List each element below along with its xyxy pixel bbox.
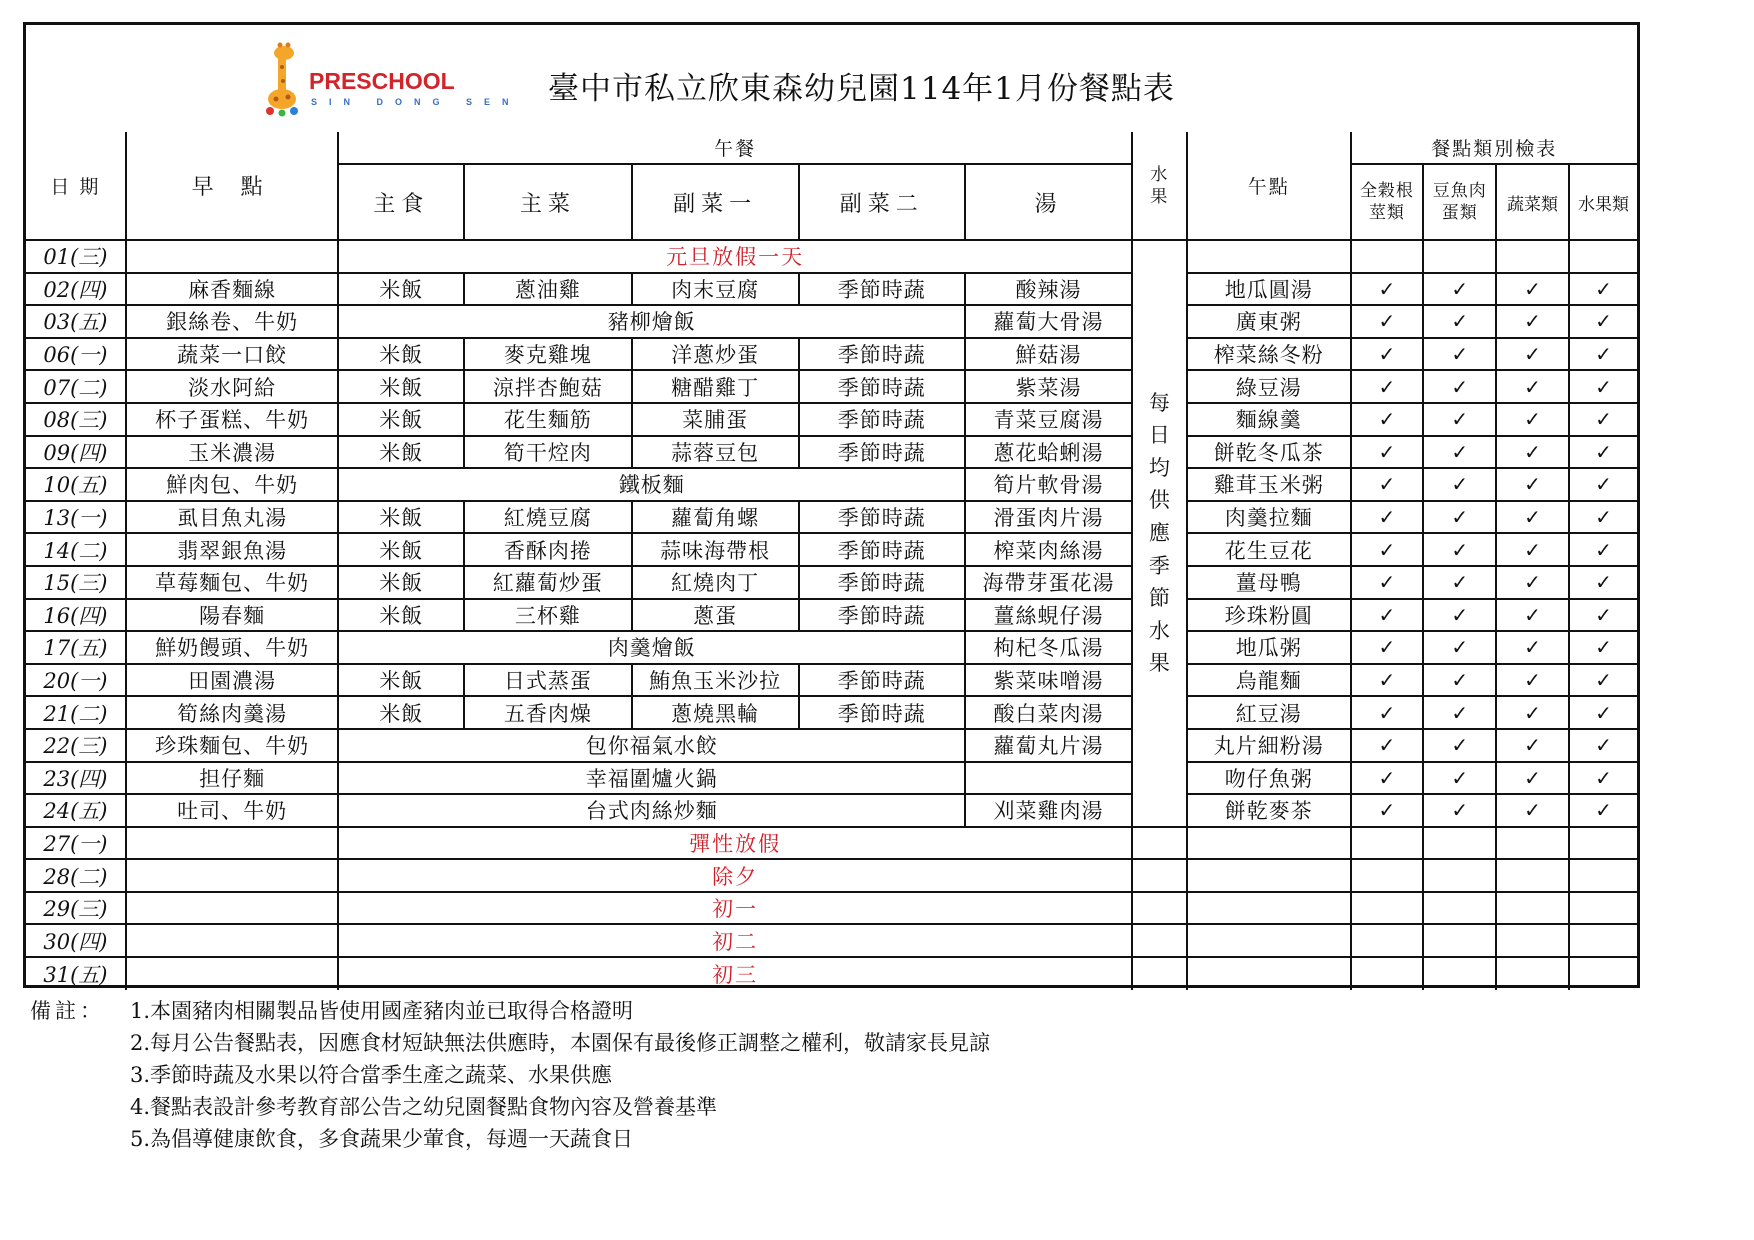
check-mark: ✓ bbox=[1351, 794, 1424, 827]
soup-cell: 紫菜味噌湯 bbox=[965, 664, 1132, 697]
side2-cell: 季節時蔬 bbox=[799, 403, 966, 436]
check-mark bbox=[1423, 924, 1496, 957]
check-mark: ✓ bbox=[1569, 370, 1637, 403]
soup-cell: 蘿蔔丸片湯 bbox=[965, 729, 1132, 762]
breakfast-cell bbox=[126, 827, 339, 860]
check-mark: ✓ bbox=[1569, 631, 1637, 664]
check-mark: ✓ bbox=[1496, 696, 1569, 729]
snack-cell bbox=[1187, 240, 1351, 273]
check-mark bbox=[1351, 240, 1424, 273]
check-mark bbox=[1496, 859, 1569, 892]
date-cell: 03(五) bbox=[26, 305, 126, 338]
col-breakfast: 早 點 bbox=[126, 132, 339, 240]
check-mark: ✓ bbox=[1569, 305, 1637, 338]
main-cell: 日式蒸蛋 bbox=[464, 664, 632, 697]
side1-cell: 蒜味海帶根 bbox=[632, 533, 799, 566]
table-row bbox=[26, 403, 1637, 436]
notes-label: 備註： bbox=[30, 999, 105, 1023]
col-protein: 豆魚肉蛋類 bbox=[1423, 164, 1496, 240]
col-side1: 副菜一 bbox=[632, 164, 799, 240]
check-mark: ✓ bbox=[1351, 436, 1424, 469]
date-cell: 14(二) bbox=[26, 533, 126, 566]
side1-cell: 蒜蓉豆包 bbox=[632, 436, 799, 469]
snack-cell bbox=[1187, 827, 1351, 860]
soup-cell: 薑絲蜆仔湯 bbox=[965, 599, 1132, 632]
check-mark bbox=[1496, 924, 1569, 957]
check-mark bbox=[1351, 859, 1424, 892]
table-row bbox=[26, 859, 1637, 892]
check-mark: ✓ bbox=[1423, 338, 1496, 371]
svg-text:SIN DONG SEN: SIN DONG SEN bbox=[311, 97, 521, 107]
check-mark: ✓ bbox=[1496, 370, 1569, 403]
table-row bbox=[26, 924, 1637, 957]
check-mark: ✓ bbox=[1569, 762, 1637, 795]
date-cell: 02(四) bbox=[26, 273, 126, 306]
check-mark bbox=[1423, 859, 1496, 892]
check-mark: ✓ bbox=[1569, 436, 1637, 469]
check-mark bbox=[1351, 957, 1424, 990]
snack-cell: 珍珠粉圓 bbox=[1187, 599, 1351, 632]
snack-cell bbox=[1187, 859, 1351, 892]
breakfast-cell bbox=[126, 240, 339, 273]
check-mark bbox=[1351, 827, 1424, 860]
soup-cell: 枸杞冬瓜湯 bbox=[965, 631, 1132, 664]
main-cell: 涼拌杏鮑菇 bbox=[464, 370, 632, 403]
check-mark: ✓ bbox=[1496, 533, 1569, 566]
table-row bbox=[26, 436, 1637, 469]
staple-cell: 米飯 bbox=[338, 370, 464, 403]
holiday-cell: 初二 bbox=[338, 924, 1131, 957]
staple-cell: 米飯 bbox=[338, 338, 464, 371]
check-mark: ✓ bbox=[1569, 566, 1637, 599]
check-mark bbox=[1423, 957, 1496, 990]
col-staple: 主食 bbox=[338, 164, 464, 240]
breakfast-cell: 担仔麵 bbox=[126, 762, 339, 795]
check-mark: ✓ bbox=[1423, 762, 1496, 795]
snack-cell: 麵線羹 bbox=[1187, 403, 1351, 436]
check-mark: ✓ bbox=[1423, 794, 1496, 827]
breakfast-cell: 筍絲肉羹湯 bbox=[126, 696, 339, 729]
main-cell: 筍干焢肉 bbox=[464, 436, 632, 469]
table-row bbox=[26, 566, 1637, 599]
breakfast-cell: 陽春麵 bbox=[126, 599, 339, 632]
check-mark: ✓ bbox=[1423, 599, 1496, 632]
check-mark: ✓ bbox=[1423, 696, 1496, 729]
check-mark: ✓ bbox=[1423, 533, 1496, 566]
soup-cell: 海帶芽蛋花湯 bbox=[965, 566, 1132, 599]
side1-cell: 肉末豆腐 bbox=[632, 273, 799, 306]
date-cell: 22(三) bbox=[26, 729, 126, 762]
check-mark bbox=[1423, 892, 1496, 925]
date-cell: 30(四) bbox=[26, 924, 126, 957]
col-grain: 全穀根莖類 bbox=[1351, 164, 1424, 240]
fruit-cell bbox=[1132, 957, 1187, 990]
table-row bbox=[26, 468, 1637, 501]
soup-cell: 酸辣湯 bbox=[965, 273, 1132, 306]
staple-cell: 米飯 bbox=[338, 599, 464, 632]
side1-cell: 洋蔥炒蛋 bbox=[632, 338, 799, 371]
side2-cell: 季節時蔬 bbox=[799, 436, 966, 469]
date-cell: 24(五) bbox=[26, 794, 126, 827]
snack-cell bbox=[1187, 957, 1351, 990]
check-mark: ✓ bbox=[1351, 696, 1424, 729]
soup-cell: 酸白菜肉湯 bbox=[965, 696, 1132, 729]
check-mark: ✓ bbox=[1423, 631, 1496, 664]
table-row bbox=[26, 338, 1637, 371]
preschool-logo bbox=[264, 37, 521, 117]
snack-cell: 餅乾麥茶 bbox=[1187, 794, 1351, 827]
date-cell: 28(二) bbox=[26, 859, 126, 892]
table-row bbox=[26, 957, 1637, 990]
breakfast-cell: 草莓麵包、牛奶 bbox=[126, 566, 339, 599]
check-mark: ✓ bbox=[1423, 468, 1496, 501]
check-mark bbox=[1569, 892, 1637, 925]
check-mark: ✓ bbox=[1496, 794, 1569, 827]
snack-cell: 烏龍麵 bbox=[1187, 664, 1351, 697]
meal-table-body bbox=[26, 240, 1637, 990]
table-row bbox=[26, 696, 1637, 729]
check-mark: ✓ bbox=[1351, 762, 1424, 795]
col-snack: 午點 bbox=[1187, 132, 1351, 240]
table-row bbox=[26, 794, 1637, 827]
breakfast-cell: 銀絲卷、牛奶 bbox=[126, 305, 339, 338]
check-mark: ✓ bbox=[1423, 664, 1496, 697]
soup-cell: 蘿蔔大骨湯 bbox=[965, 305, 1132, 338]
check-mark: ✓ bbox=[1351, 729, 1424, 762]
side1-cell: 蘿蔔角螺 bbox=[632, 501, 799, 534]
fruit-note-cell: 每日均供應季節水果 bbox=[1132, 240, 1187, 827]
check-mark: ✓ bbox=[1569, 729, 1637, 762]
check-mark bbox=[1423, 240, 1496, 273]
page-header bbox=[26, 25, 1637, 132]
check-mark: ✓ bbox=[1569, 599, 1637, 632]
main-cell: 花生麵筋 bbox=[464, 403, 632, 436]
check-mark: ✓ bbox=[1423, 566, 1496, 599]
check-mark: ✓ bbox=[1496, 664, 1569, 697]
col-lunch: 午餐 bbox=[338, 132, 1131, 164]
date-cell: 13(一) bbox=[26, 501, 126, 534]
date-cell: 08(三) bbox=[26, 403, 126, 436]
check-mark: ✓ bbox=[1351, 338, 1424, 371]
note-item: 4.餐點表設計參考教育部公告之幼兒園餐點食物內容及營養基準 bbox=[130, 1095, 718, 1119]
table-row bbox=[26, 370, 1637, 403]
breakfast-cell bbox=[126, 924, 339, 957]
check-mark: ✓ bbox=[1569, 501, 1637, 534]
side2-cell: 季節時蔬 bbox=[799, 599, 966, 632]
check-mark: ✓ bbox=[1351, 599, 1424, 632]
check-mark bbox=[1569, 859, 1637, 892]
main-cell: 紅蘿蔔炒蛋 bbox=[464, 566, 632, 599]
table-row bbox=[26, 599, 1637, 632]
main-cell: 紅燒豆腐 bbox=[464, 501, 632, 534]
col-main: 主菜 bbox=[464, 164, 632, 240]
check-mark: ✓ bbox=[1569, 468, 1637, 501]
side2-cell: 季節時蔬 bbox=[799, 533, 966, 566]
giraffe-icon bbox=[264, 37, 521, 117]
check-mark: ✓ bbox=[1351, 305, 1424, 338]
note-item: 1.本園豬肉相關製品皆使用國產豬肉並已取得合格證明 bbox=[130, 999, 634, 1023]
check-mark: ✓ bbox=[1351, 631, 1424, 664]
soup-cell: 刈菜雞肉湯 bbox=[965, 794, 1132, 827]
check-mark: ✓ bbox=[1351, 403, 1424, 436]
main-cell: 香酥肉捲 bbox=[464, 533, 632, 566]
date-cell: 06(一) bbox=[26, 338, 126, 371]
snack-cell: 榨菜絲冬粉 bbox=[1187, 338, 1351, 371]
check-mark bbox=[1569, 827, 1637, 860]
check-mark: ✓ bbox=[1496, 762, 1569, 795]
side1-cell: 糖醋雞丁 bbox=[632, 370, 799, 403]
main-cell: 蔥油雞 bbox=[464, 273, 632, 306]
breakfast-cell: 鮮肉包、牛奶 bbox=[126, 468, 339, 501]
table-row bbox=[26, 501, 1637, 534]
check-mark: ✓ bbox=[1496, 566, 1569, 599]
snack-cell: 地瓜粥 bbox=[1187, 631, 1351, 664]
date-cell: 10(五) bbox=[26, 468, 126, 501]
check-mark: ✓ bbox=[1496, 599, 1569, 632]
date-cell: 27(一) bbox=[26, 827, 126, 860]
soup-cell bbox=[965, 762, 1132, 795]
soup-cell: 蔥花蛤蜊湯 bbox=[965, 436, 1132, 469]
staple-cell: 米飯 bbox=[338, 501, 464, 534]
check-mark: ✓ bbox=[1423, 729, 1496, 762]
table-row bbox=[26, 273, 1637, 306]
snack-cell bbox=[1187, 892, 1351, 925]
snack-cell: 薑母鴨 bbox=[1187, 566, 1351, 599]
snack-cell: 肉羹拉麵 bbox=[1187, 501, 1351, 534]
side1-cell: 紅燒肉丁 bbox=[632, 566, 799, 599]
soup-cell: 滑蛋肉片湯 bbox=[965, 501, 1132, 534]
side2-cell: 季節時蔬 bbox=[799, 273, 966, 306]
check-mark: ✓ bbox=[1569, 403, 1637, 436]
lunch-combined-cell: 台式肉絲炒麵 bbox=[338, 794, 965, 827]
breakfast-cell: 杯子蛋糕、牛奶 bbox=[126, 403, 339, 436]
col-check: 餐點類別檢表 bbox=[1351, 132, 1637, 164]
holiday-cell: 初三 bbox=[338, 957, 1131, 990]
snack-cell: 餅乾冬瓜茶 bbox=[1187, 436, 1351, 469]
table-row bbox=[26, 729, 1637, 762]
check-mark: ✓ bbox=[1496, 631, 1569, 664]
staple-cell: 米飯 bbox=[338, 436, 464, 469]
check-mark: ✓ bbox=[1496, 305, 1569, 338]
soup-cell: 青菜豆腐湯 bbox=[965, 403, 1132, 436]
date-cell: 23(四) bbox=[26, 762, 126, 795]
table-row bbox=[26, 533, 1637, 566]
check-mark: ✓ bbox=[1569, 664, 1637, 697]
lunch-combined-cell: 鐵板麵 bbox=[338, 468, 965, 501]
main-cell: 五香肉燥 bbox=[464, 696, 632, 729]
table-row bbox=[26, 240, 1637, 273]
fruit-cell bbox=[1132, 827, 1187, 860]
breakfast-cell: 淡水阿給 bbox=[126, 370, 339, 403]
check-mark: ✓ bbox=[1423, 501, 1496, 534]
soup-cell: 紫菜湯 bbox=[965, 370, 1132, 403]
fruit-cell bbox=[1132, 859, 1187, 892]
side2-cell: 季節時蔬 bbox=[799, 501, 966, 534]
snack-cell: 雞茸玉米粥 bbox=[1187, 468, 1351, 501]
breakfast-cell bbox=[126, 957, 339, 990]
table-row bbox=[26, 892, 1637, 925]
check-mark: ✓ bbox=[1569, 338, 1637, 371]
fruit-cell bbox=[1132, 892, 1187, 925]
side1-cell: 菜脯蛋 bbox=[632, 403, 799, 436]
check-mark: ✓ bbox=[1351, 533, 1424, 566]
check-mark bbox=[1496, 827, 1569, 860]
check-mark bbox=[1569, 924, 1637, 957]
soup-cell: 鮮菇湯 bbox=[965, 338, 1132, 371]
col-soup: 湯 bbox=[965, 164, 1132, 240]
breakfast-cell bbox=[126, 892, 339, 925]
check-mark: ✓ bbox=[1569, 533, 1637, 566]
col-veg: 蔬菜類 bbox=[1496, 164, 1569, 240]
check-mark: ✓ bbox=[1496, 468, 1569, 501]
col-side2: 副菜二 bbox=[799, 164, 966, 240]
note-item: 2.每月公告餐點表，因應食材短缺無法供應時，本園保有最後修正調整之權利，敬請家長見諒 bbox=[130, 1031, 991, 1055]
lunch-combined-cell: 幸福圍爐火鍋 bbox=[338, 762, 965, 795]
date-cell: 01(三) bbox=[26, 240, 126, 273]
check-mark: ✓ bbox=[1423, 305, 1496, 338]
page-title: 臺中市私立欣東森幼兒園114年1月份餐點表 bbox=[548, 71, 1175, 107]
check-mark: ✓ bbox=[1351, 468, 1424, 501]
check-mark bbox=[1496, 892, 1569, 925]
col-fruit: 水果 bbox=[1132, 132, 1187, 240]
holiday-cell: 元旦放假一天 bbox=[338, 240, 1131, 273]
fruit-cell bbox=[1132, 924, 1187, 957]
snack-cell: 紅豆湯 bbox=[1187, 696, 1351, 729]
check-mark: ✓ bbox=[1351, 566, 1424, 599]
breakfast-cell: 玉米濃湯 bbox=[126, 436, 339, 469]
breakfast-cell: 翡翠銀魚湯 bbox=[126, 533, 339, 566]
table-row bbox=[26, 664, 1637, 697]
lunch-combined-cell: 豬柳燴飯 bbox=[338, 305, 965, 338]
soup-cell: 榨菜肉絲湯 bbox=[965, 533, 1132, 566]
table-row bbox=[26, 305, 1637, 338]
snack-cell: 吻仔魚粥 bbox=[1187, 762, 1351, 795]
check-mark: ✓ bbox=[1351, 370, 1424, 403]
main-cell: 麥克雞塊 bbox=[464, 338, 632, 371]
snack-cell: 廣東粥 bbox=[1187, 305, 1351, 338]
breakfast-cell: 蔬菜一口餃 bbox=[126, 338, 339, 371]
snack-cell: 綠豆湯 bbox=[1187, 370, 1351, 403]
staple-cell: 米飯 bbox=[338, 533, 464, 566]
date-cell: 07(二) bbox=[26, 370, 126, 403]
breakfast-cell: 虱目魚丸湯 bbox=[126, 501, 339, 534]
staple-cell: 米飯 bbox=[338, 566, 464, 599]
breakfast-cell: 吐司、牛奶 bbox=[126, 794, 339, 827]
check-mark: ✓ bbox=[1496, 501, 1569, 534]
date-cell: 29(三) bbox=[26, 892, 126, 925]
table-row bbox=[26, 631, 1637, 664]
col-fruitcat: 水果類 bbox=[1569, 164, 1637, 240]
check-mark: ✓ bbox=[1351, 273, 1424, 306]
snack-cell: 丸片細粉湯 bbox=[1187, 729, 1351, 762]
breakfast-cell: 麻香麵線 bbox=[126, 273, 339, 306]
check-mark bbox=[1496, 957, 1569, 990]
note-item: 3.季節時蔬及水果以符合當季生產之蔬菜、水果供應 bbox=[130, 1063, 613, 1087]
meal-table bbox=[26, 132, 1637, 990]
check-mark: ✓ bbox=[1496, 729, 1569, 762]
main-cell: 三杯雞 bbox=[464, 599, 632, 632]
date-cell: 09(四) bbox=[26, 436, 126, 469]
side2-cell: 季節時蔬 bbox=[799, 566, 966, 599]
soup-cell: 筍片軟骨湯 bbox=[965, 468, 1132, 501]
table-row bbox=[26, 762, 1637, 795]
date-cell: 16(四) bbox=[26, 599, 126, 632]
check-mark: ✓ bbox=[1423, 370, 1496, 403]
check-mark: ✓ bbox=[1496, 403, 1569, 436]
date-cell: 17(五) bbox=[26, 631, 126, 664]
side2-cell: 季節時蔬 bbox=[799, 370, 966, 403]
check-mark bbox=[1496, 240, 1569, 273]
check-mark: ✓ bbox=[1496, 273, 1569, 306]
date-cell: 15(三) bbox=[26, 566, 126, 599]
lunch-combined-cell: 包你福氣水餃 bbox=[338, 729, 965, 762]
check-mark bbox=[1351, 892, 1424, 925]
check-mark bbox=[1569, 957, 1637, 990]
check-mark: ✓ bbox=[1569, 273, 1637, 306]
check-mark: ✓ bbox=[1496, 338, 1569, 371]
staple-cell: 米飯 bbox=[338, 696, 464, 729]
check-mark: ✓ bbox=[1569, 696, 1637, 729]
breakfast-cell bbox=[126, 859, 339, 892]
check-mark: ✓ bbox=[1423, 436, 1496, 469]
check-mark bbox=[1351, 924, 1424, 957]
staple-cell: 米飯 bbox=[338, 664, 464, 697]
side1-cell: 鮪魚玉米沙拉 bbox=[632, 664, 799, 697]
breakfast-cell: 田園濃湯 bbox=[126, 664, 339, 697]
staple-cell: 米飯 bbox=[338, 403, 464, 436]
snack-cell bbox=[1187, 924, 1351, 957]
date-cell: 20(一) bbox=[26, 664, 126, 697]
holiday-cell: 除夕 bbox=[338, 859, 1131, 892]
side2-cell: 季節時蔬 bbox=[799, 664, 966, 697]
svg-text:PRESCHOOL: PRESCHOOL bbox=[309, 68, 455, 94]
date-cell: 31(五) bbox=[26, 957, 126, 990]
side1-cell: 蔥蛋 bbox=[632, 599, 799, 632]
side2-cell: 季節時蔬 bbox=[799, 338, 966, 371]
table-row bbox=[26, 827, 1637, 860]
holiday-cell: 初一 bbox=[338, 892, 1131, 925]
breakfast-cell: 鮮奶饅頭、牛奶 bbox=[126, 631, 339, 664]
staple-cell: 米飯 bbox=[338, 273, 464, 306]
lunch-combined-cell: 肉羹燴飯 bbox=[338, 631, 965, 664]
check-mark: ✓ bbox=[1496, 436, 1569, 469]
side2-cell: 季節時蔬 bbox=[799, 696, 966, 729]
side1-cell: 蔥燒黑輪 bbox=[632, 696, 799, 729]
holiday-cell: 彈性放假 bbox=[338, 827, 1131, 860]
note-item: 5.為倡導健康飲食，多食蔬果少葷食，每週一天蔬食日 bbox=[130, 1127, 634, 1151]
check-mark bbox=[1423, 827, 1496, 860]
check-mark bbox=[1569, 240, 1637, 273]
breakfast-cell: 珍珠麵包、牛奶 bbox=[126, 729, 339, 762]
snack-cell: 花生豆花 bbox=[1187, 533, 1351, 566]
check-mark: ✓ bbox=[1351, 664, 1424, 697]
check-mark: ✓ bbox=[1569, 794, 1637, 827]
col-date: 日 期 bbox=[26, 132, 126, 240]
check-mark: ✓ bbox=[1423, 273, 1496, 306]
check-mark: ✓ bbox=[1423, 403, 1496, 436]
check-mark: ✓ bbox=[1351, 501, 1424, 534]
date-cell: 21(二) bbox=[26, 696, 126, 729]
menu-frame bbox=[23, 22, 1640, 988]
snack-cell: 地瓜圓湯 bbox=[1187, 273, 1351, 306]
